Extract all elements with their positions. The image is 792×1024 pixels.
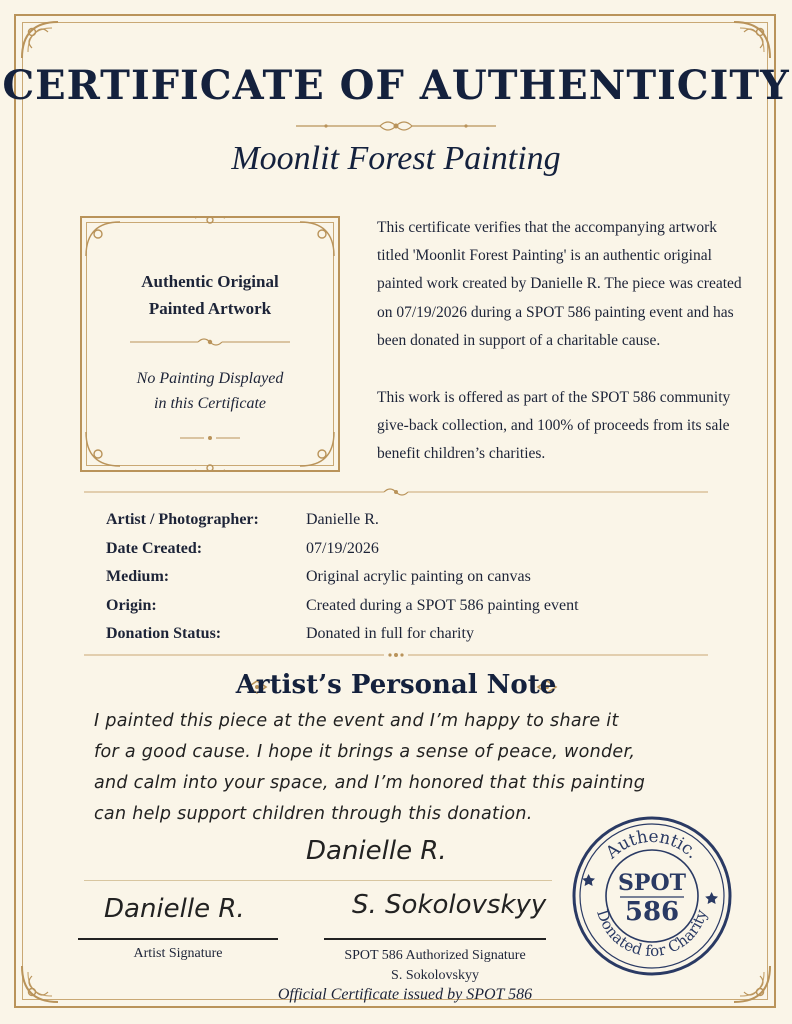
details-table xyxy=(106,506,666,649)
authentic-seal-stamp xyxy=(570,814,734,978)
panel-note: No Painting Displayed in this Certificate xyxy=(136,370,284,412)
detail-value: Created during a SPOT 586 painting event xyxy=(306,596,579,614)
section-divider-icon xyxy=(84,648,708,662)
authorized-signature-caption: SPOT 586 Authorized Signature S. Sokolovskyy xyxy=(344,948,526,983)
artwork-title: Moonlit Forest Painting xyxy=(231,140,561,177)
ornament-divider-icon xyxy=(296,118,496,134)
seal-bottom-text: Donated for Charity xyxy=(593,907,711,961)
detail-label: Date Created: xyxy=(106,539,203,557)
detail-label: Donation Status: xyxy=(106,625,222,642)
details-row xyxy=(106,506,666,535)
artwork-placeholder-panel xyxy=(80,216,340,472)
artist-signature-line xyxy=(78,938,278,940)
seal-brand: SPOT xyxy=(618,870,686,896)
detail-label: Origin: xyxy=(106,596,157,614)
panel-heading: Authentic Original Painted Artwork xyxy=(141,272,279,318)
detail-value: 07/19/2026 xyxy=(306,539,379,557)
details-row xyxy=(106,563,666,592)
note-title: Artist’s Personal Note xyxy=(235,670,557,700)
corner-flourish-icon xyxy=(18,960,64,1006)
panel-corner-ornaments-icon xyxy=(80,216,340,472)
artist-note-body: I painted this piece at the event and I’m happy to share it for a good cause. I hope it brings a sense of peace, wonder, and calm into your space, and I’m honored that this painting can help support children through this donation. xyxy=(94,711,646,824)
corner-flourish-icon xyxy=(728,18,774,64)
seal-star-icon xyxy=(705,892,718,904)
description-paragraph-1: This certificate verifies that the accompanying artwork titled 'Moonlit Forest Painting' is an authentic original painted work created by Danielle R. The piece was created on 07/19/2026 during a SPOT 586 painting event and has been donated in support of a charitable cause. xyxy=(377,219,742,349)
artist-signature-caption: Artist Signature xyxy=(133,946,223,961)
details-row xyxy=(106,592,666,621)
authorized-signature-line xyxy=(324,938,546,940)
note-signature: Danielle R. xyxy=(306,836,447,866)
corner-flourish-icon xyxy=(728,960,774,1006)
description-paragraph-2: This work is offered as part of the SPOT 586 community give-back collection, and 100% of proceeds from its sale benefit children’s charities. xyxy=(377,389,731,463)
detail-value: Danielle R. xyxy=(306,511,379,528)
details-row xyxy=(106,535,666,564)
detail-value: Original acrylic painting on canvas xyxy=(306,568,531,585)
certificate-title: CERTIFICATE OF AUTHENTICITY xyxy=(2,62,790,109)
authorized-signature: S. Sokolovskyy xyxy=(352,890,547,920)
seal-top-text: Authentic. xyxy=(602,826,703,863)
details-row xyxy=(106,620,666,649)
detail-label: Medium: xyxy=(106,568,170,585)
artist-signature: Danielle R. xyxy=(104,894,245,924)
signature-section-divider xyxy=(84,880,552,881)
official-footer: Official Certificate issued by SPOT 586 xyxy=(277,986,533,1003)
detail-label: Artist / Photographer: xyxy=(106,511,259,528)
corner-flourish-icon xyxy=(18,18,64,64)
seal-star-icon xyxy=(582,874,595,886)
seal-number: 586 xyxy=(624,897,680,927)
detail-value: Donated in full for charity xyxy=(306,625,474,642)
section-divider-icon xyxy=(84,484,708,500)
